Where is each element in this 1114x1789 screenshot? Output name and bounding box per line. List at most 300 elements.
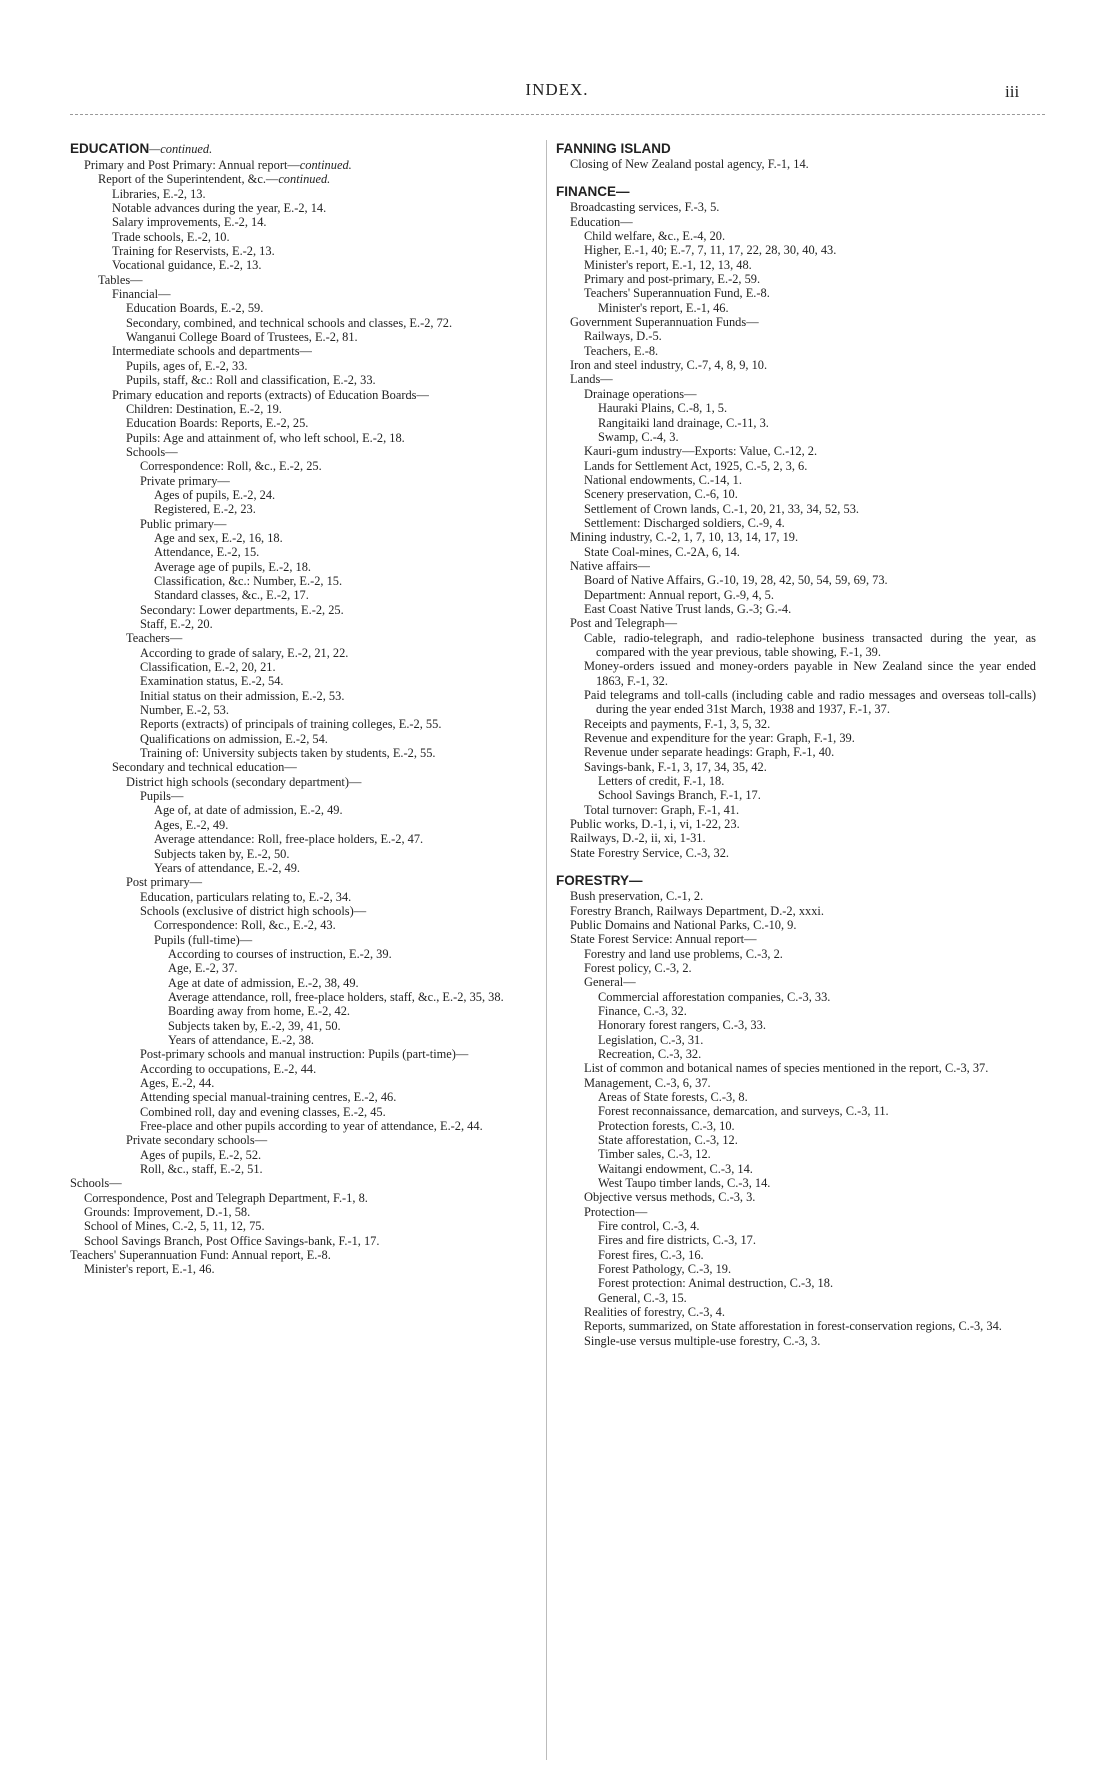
- index-entry: [70, 961, 530, 975]
- index-entry: [70, 847, 530, 861]
- entry-text: Management, C.-3, 6, 37.: [584, 1075, 711, 1090]
- index-entry: [70, 545, 530, 559]
- entry-text: School Savings Branch, F.-1, 17.: [598, 788, 761, 803]
- index-entry: [556, 1305, 1036, 1319]
- index-entry: [70, 717, 530, 731]
- index-entry: [556, 1004, 1036, 1018]
- entry-text: Paid telegrams and toll-calls (including cable and radio messages and overseas toll-calls) during the year ended 31st March, 1938 and 1937, F.-1, 37.: [584, 688, 1036, 717]
- entry-text: According to occupations, E.-2, 44.: [140, 1061, 317, 1076]
- entry-text: Classification, E.-2, 20, 21.: [140, 660, 276, 675]
- entry-text: Kauri-gum industry—Exports: Value, C.-12, 2.: [584, 444, 818, 459]
- index-entry: [556, 1262, 1036, 1276]
- index-entry: [556, 1205, 1036, 1219]
- index-entry: [556, 616, 1036, 630]
- index-entry: [70, 1033, 530, 1047]
- entry-text: State Coal-mines, C.-2A, 6, 14.: [584, 544, 740, 559]
- entry-text: Letters of credit, F.-1, 18.: [598, 774, 725, 789]
- index-entry: [70, 344, 530, 358]
- entry-text: Cable, radio-telegraph, and radio-telephone business transacted during the year, as compared with the year previous, table showing, F.-1, 39.: [584, 630, 1036, 659]
- entry-text: Secondary, combined, and technical schools and classes, E.-2, 72.: [126, 315, 453, 330]
- index-entry: [70, 646, 530, 660]
- entry-text: Average attendance, roll, free-place holders, staff, &c., E.-2, 35, 38.: [168, 989, 504, 1004]
- entry-text: Education, particulars relating to, E.-2, 34.: [140, 889, 352, 904]
- index-entry: [70, 732, 530, 746]
- entry-text: Ages, E.-2, 44.: [140, 1076, 215, 1090]
- index-entry: [556, 1319, 1036, 1333]
- entry-text: Native affairs—: [570, 558, 650, 573]
- index-entry: [70, 1148, 530, 1162]
- index-entry: [70, 301, 530, 315]
- index-entry: [70, 890, 530, 904]
- entry-text: Broadcasting services, F.-3, 5.: [570, 200, 720, 215]
- index-entry: [70, 1004, 530, 1018]
- entry-text: Revenue and expenditure for the year: Graph, F.-1, 39.: [584, 731, 855, 746]
- index-entry: [70, 1205, 530, 1219]
- entry-text: Intermediate schools and departments—: [112, 344, 312, 359]
- entry-text: Qualifications on admission, E.-2, 54.: [140, 731, 328, 746]
- index-entry: [70, 373, 530, 387]
- index-entry: [556, 229, 1036, 243]
- entry-text: General, C.-3, 15.: [598, 1290, 687, 1305]
- entry-text: According to courses of instruction, E.-2, 39.: [168, 946, 392, 961]
- index-entry: [70, 402, 530, 416]
- entry-continued: continued.: [278, 172, 331, 187]
- entry-text: Financial—: [112, 287, 171, 302]
- entry-text: Legislation, C.-3, 31.: [598, 1032, 704, 1047]
- entry-text: Grounds: Improvement, D.-1, 58.: [84, 1205, 251, 1220]
- entry-text: Vocational guidance, E.-2, 13.: [112, 258, 262, 273]
- entry-text: Revenue under separate headings: Graph, F.-1, 40.: [584, 745, 835, 760]
- index-entry: [70, 947, 530, 961]
- entry-text: Private secondary schools—: [126, 1133, 268, 1148]
- entry-text: Tables—: [98, 272, 143, 287]
- entry-text: Private primary—: [140, 473, 230, 488]
- index-entry: [556, 659, 1036, 688]
- entry-text: Pupils—: [140, 789, 184, 804]
- index-entry: [556, 1119, 1036, 1133]
- entry-text: Subjects taken by, E.-2, 50.: [154, 846, 290, 861]
- index-entry: [556, 918, 1036, 932]
- index-entry: [556, 1334, 1036, 1348]
- entry-text: Recreation, C.-3, 32.: [598, 1046, 702, 1061]
- section-heading: [556, 872, 1036, 889]
- index-entry: [70, 789, 530, 803]
- index-entry: [556, 788, 1036, 802]
- entry-text: Pupils: Age and attainment of, who left school, E.-2, 18.: [126, 430, 405, 445]
- index-entry: [556, 215, 1036, 229]
- index-entry: [556, 1061, 1036, 1075]
- page-title: INDEX.: [525, 80, 589, 99]
- index-entry: [556, 387, 1036, 401]
- entry-text: Post-primary schools and manual instruction: Pupils (part-time)—: [140, 1047, 469, 1062]
- index-entry: [556, 760, 1036, 774]
- index-entry: [70, 803, 530, 817]
- entry-text: Primary and Post Primary: Annual report—: [84, 158, 300, 172]
- index-entry: [556, 444, 1036, 458]
- index-entry: [70, 904, 530, 918]
- index-entry: [556, 430, 1036, 444]
- entry-text: List of common and botanical names of species mentioned in the report, C.-3, 37.: [584, 1061, 989, 1076]
- entry-text: Scenery preservation, C.-6, 10.: [584, 487, 738, 502]
- index-entry: [70, 1090, 530, 1104]
- index-entry: [556, 846, 1036, 860]
- entry-text: Pupils, staff, &c.: Roll and classification, E.-2, 33.: [126, 373, 376, 388]
- entry-text: Department: Annual report, G.-9, 4, 5.: [584, 587, 774, 602]
- index-entry: [556, 831, 1036, 845]
- entry-text: State Forest Service: Annual report—: [570, 932, 757, 947]
- index-entry: [70, 1234, 530, 1248]
- entry-text: FORESTRY—: [556, 873, 643, 889]
- entry-text: Roll, &c., staff, E.-2, 51.: [140, 1162, 263, 1177]
- index-entry: [556, 932, 1036, 946]
- entry-text: Training of: University subjects taken by students, E.-2, 55.: [140, 746, 436, 761]
- entry-text: Money-orders issued and money-orders payable in New Zealand since the year ended 1863, F.-1, 32.: [584, 659, 1036, 688]
- entry-continued: —continued.: [149, 142, 213, 156]
- index-entry: [70, 388, 530, 402]
- index-entry: [70, 431, 530, 445]
- entry-text: Objective versus methods, C.-3, 3.: [584, 1190, 756, 1205]
- index-entry: [556, 947, 1036, 961]
- index-entry: [70, 760, 530, 774]
- index-entry: [70, 660, 530, 674]
- entry-text: Total turnover: Graph, F.-1, 41.: [584, 802, 740, 817]
- index-entry: [556, 717, 1036, 731]
- entry-text: Training for Reservists, E.-2, 13.: [112, 244, 275, 259]
- index-entry: [70, 158, 530, 172]
- entry-text: Forest fires, C.-3, 16.: [598, 1247, 704, 1262]
- entry-text: Public primary—: [140, 516, 227, 531]
- entry-text: Primary education and reports (extracts) of Education Boards—: [112, 387, 429, 402]
- entry-text: Correspondence: Roll, &c., E.-2, 43.: [154, 918, 336, 933]
- index-entry: [70, 1219, 530, 1233]
- index-entry: [70, 187, 530, 201]
- entry-text: Protection forests, C.-3, 10.: [598, 1118, 735, 1133]
- index-entry: [70, 459, 530, 473]
- entry-text: Schools—: [70, 1176, 122, 1191]
- index-entry: [556, 545, 1036, 559]
- entry-text: Closing of New Zealand postal agency, F.-1, 14.: [570, 157, 809, 171]
- index-entry: [70, 588, 530, 602]
- index-entry: [556, 315, 1036, 329]
- column-divider: [546, 140, 547, 1760]
- entry-text: Age and sex, E.-2, 16, 18.: [154, 530, 283, 545]
- entry-text: Fire control, C.-3, 4.: [598, 1219, 700, 1234]
- index-entry: [70, 933, 530, 947]
- index-entry: [556, 1033, 1036, 1047]
- entry-text: Years of attendance, E.-2, 49.: [154, 860, 301, 875]
- index-entry: [556, 904, 1036, 918]
- entry-text: Notable advances during the year, E.-2, 14.: [112, 201, 327, 216]
- entry-text: State Forestry Service, C.-3, 32.: [570, 845, 729, 860]
- entry-text: Correspondence, Post and Telegraph Department, F.-1, 8.: [84, 1190, 368, 1205]
- index-entry: [70, 215, 530, 229]
- index-entry: [70, 832, 530, 846]
- index-entry: [70, 258, 530, 272]
- entry-text: Swamp, C.-4, 3.: [598, 429, 679, 444]
- entry-text: Pupils (full-time)—: [154, 932, 253, 947]
- entry-text: Correspondence: Roll, &c., E.-2, 25.: [140, 459, 322, 474]
- entry-text: General—: [584, 975, 636, 990]
- entry-text: Primary and post-primary, E.-2, 59.: [584, 272, 761, 287]
- entry-text: Number, E.-2, 53.: [140, 703, 229, 718]
- index-entry: [556, 1018, 1036, 1032]
- section-gap: [556, 860, 1036, 872]
- index-entry: [556, 372, 1036, 386]
- index-entry: [556, 1233, 1036, 1247]
- entry-text: Combined roll, day and evening classes, E.-2, 45.: [140, 1104, 386, 1119]
- index-entry: [556, 286, 1036, 300]
- index-entry: [70, 617, 530, 631]
- entry-text: Forest protection: Animal destruction, C.-3, 18.: [598, 1276, 834, 1291]
- index-entry: [556, 243, 1036, 257]
- index-entry: [70, 1119, 530, 1133]
- entry-text: Libraries, E.-2, 13.: [112, 186, 206, 201]
- entry-text: Reports, summarized, on State afforestation in forest-conservation regions, C.-3, 34.: [584, 1319, 1002, 1334]
- index-entry: [556, 889, 1036, 903]
- index-entry: [70, 230, 530, 244]
- entry-text: Settlement: Discharged soldiers, C.-9, 4.: [584, 515, 785, 530]
- left-column: [70, 140, 530, 1277]
- index-entry: [556, 258, 1036, 272]
- index-entry: [556, 358, 1036, 372]
- entry-text: Average age of pupils, E.-2, 18.: [154, 559, 312, 574]
- entry-text: Ages of pupils, E.-2, 24.: [154, 487, 276, 502]
- entry-text: Public works, D.-1, i, vi, 1-22, 23.: [570, 817, 740, 832]
- entry-text: Post and Telegraph—: [570, 616, 677, 631]
- entry-text: Teachers, E.-8.: [584, 343, 659, 358]
- index-entry: [70, 703, 530, 717]
- index-entry: [556, 473, 1036, 487]
- entry-text: Ages of pupils, E.-2, 52.: [140, 1147, 262, 1162]
- entry-text: Savings-bank, F.-1, 3, 17, 34, 35, 42.: [584, 759, 767, 774]
- index-entry: [70, 201, 530, 215]
- index-entry: [70, 416, 530, 430]
- index-entry: [70, 861, 530, 875]
- entry-text: Rangitaiki land drainage, C.-11, 3.: [598, 415, 769, 430]
- entry-text: Average attendance: Roll, free-place holders, E.-2, 47.: [154, 832, 424, 847]
- index-entry: [556, 1076, 1036, 1090]
- entry-text: School of Mines, C.-2, 5, 11, 12, 75.: [84, 1219, 265, 1234]
- entry-text: Bush preservation, C.-1, 2.: [570, 889, 704, 904]
- index-entry: [70, 1019, 530, 1033]
- entry-text: Education Boards: Reports, E.-2, 25.: [126, 416, 309, 431]
- index-entry: [70, 560, 530, 574]
- entry-text: According to grade of salary, E.-2, 21, 22.: [140, 645, 349, 660]
- entry-text: Examination status, E.-2, 54.: [140, 674, 284, 689]
- index-entry: [70, 517, 530, 531]
- entry-text: Settlement of Crown lands, C.-1, 20, 21, 33, 34, 52, 53.: [584, 501, 859, 516]
- index-entry: [70, 775, 530, 789]
- index-entry: [70, 1133, 530, 1147]
- entry-text: Salary improvements, E.-2, 14.: [112, 215, 267, 230]
- index-entry: [70, 488, 530, 502]
- index-entry: [556, 459, 1036, 473]
- entry-text: Forest reconnaissance, demarcation, and surveys, C.-3, 11.: [598, 1104, 889, 1119]
- entry-text: Initial status on their admission, E.-2, 53.: [140, 688, 345, 703]
- entry-text: East Coast Native Trust lands, G.-3; G.-4.: [584, 601, 792, 616]
- section-heading: [556, 183, 1036, 200]
- entry-text: Secondary and technical education—: [112, 760, 297, 775]
- entry-text: Honorary forest rangers, C.-3, 33.: [598, 1018, 766, 1033]
- index-entry: [70, 287, 530, 301]
- entry-text: Staff, E.-2, 20.: [140, 617, 213, 631]
- index-entry: [70, 574, 530, 588]
- entry-text: Railways, D.-5.: [584, 329, 662, 344]
- entry-text: Board of Native Affairs, G.-10, 19, 28, 42, 50, 54, 59, 69, 73.: [584, 573, 888, 588]
- entry-text: State afforestation, C.-3, 12.: [598, 1133, 738, 1147]
- index-entry: [70, 244, 530, 258]
- index-entry: [70, 631, 530, 645]
- entry-text: Teachers' Superannuation Fund, E.-8.: [584, 286, 770, 301]
- index-entry: [556, 1147, 1036, 1161]
- entry-text: Realities of forestry, C.-3, 4.: [584, 1305, 725, 1320]
- entry-text: Iron and steel industry, C.-7, 4, 8, 9, 10.: [570, 358, 768, 373]
- index-entry: [70, 359, 530, 373]
- index-entry: [70, 316, 530, 330]
- index-entry: [70, 976, 530, 990]
- entry-text: Education Boards, E.-2, 59.: [126, 301, 264, 316]
- index-entry: [556, 688, 1036, 717]
- index-entry: [556, 975, 1036, 989]
- entry-text: Mining industry, C.-2, 1, 7, 10, 13, 14, 17, 19.: [570, 530, 799, 545]
- entry-text: Age, E.-2, 37.: [168, 961, 238, 976]
- entry-text: Commercial afforestation companies, C.-3, 33.: [598, 989, 831, 1004]
- entry-text: Teachers' Superannuation Fund: Annual report, E.-8.: [70, 1248, 331, 1263]
- entry-text: Areas of State forests, C.-3, 8.: [598, 1089, 748, 1104]
- entry-text: National endowments, C.-14, 1.: [584, 472, 742, 487]
- index-entry: [556, 487, 1036, 501]
- entry-text: District high schools (secondary department)—: [126, 774, 362, 789]
- index-entry: [556, 1176, 1036, 1190]
- entry-text: West Taupo timber lands, C.-3, 14.: [598, 1176, 771, 1191]
- index-entry: [556, 416, 1036, 430]
- index-entry: [556, 301, 1036, 315]
- entry-text: Age of, at date of admission, E.-2, 49.: [154, 803, 343, 818]
- entry-text: Reports (extracts) of principals of training colleges, E.-2, 55.: [140, 717, 442, 732]
- index-entry: [556, 1133, 1036, 1147]
- index-entry: [556, 272, 1036, 286]
- entry-text: Public Domains and National Parks, C.-10, 9.: [570, 917, 797, 932]
- index-entry: [556, 961, 1036, 975]
- entry-text: Minister's report, E.-1, 46.: [598, 300, 729, 315]
- entry-text: Standard classes, &c., E.-2, 17.: [154, 588, 309, 603]
- entry-text: Waitangi endowment, C.-3, 14.: [598, 1161, 753, 1176]
- index-entry: [556, 1162, 1036, 1176]
- entry-text: Boarding away from home, E.-2, 42.: [168, 1004, 351, 1019]
- entry-text: Subjects taken by, E.-2, 39, 41, 50.: [168, 1018, 341, 1033]
- entry-text: Report of the Superintendent, &c.—: [98, 172, 279, 187]
- index-entry: [70, 689, 530, 703]
- entry-text: Forestry Branch, Railways Department, D.-2, xxxi.: [570, 903, 824, 918]
- index-entry: [556, 1248, 1036, 1262]
- index-entry: [70, 674, 530, 688]
- index-entry: [556, 745, 1036, 759]
- entry-text: Lands—: [570, 372, 613, 387]
- entry-text: EDUCATION: [70, 141, 150, 156]
- entry-text: FINANCE—: [556, 184, 630, 200]
- index-entry: [556, 573, 1036, 587]
- index-entry: [70, 330, 530, 344]
- entry-text: Forest Pathology, C.-3, 19.: [598, 1262, 732, 1277]
- index-entry: [556, 731, 1036, 745]
- entry-text: Protection—: [584, 1204, 648, 1219]
- entry-text: Wanganui College Board of Trustees, E.-2, 81.: [126, 330, 358, 345]
- index-entry: [70, 918, 530, 932]
- index-entry: [70, 273, 530, 287]
- entry-text: Years of attendance, E.-2, 38.: [168, 1032, 315, 1047]
- entry-text: Minister's report, E.-1, 12, 13, 48.: [584, 257, 752, 272]
- section-gap: [556, 171, 1036, 183]
- entry-text: Forest policy, C.-3, 2.: [584, 960, 692, 975]
- entry-text: Pupils, ages of, E.-2, 33.: [126, 358, 248, 373]
- index-entry: [556, 1276, 1036, 1290]
- index-entry: [70, 818, 530, 832]
- index-entry: [70, 1062, 530, 1076]
- index-entry: [70, 1105, 530, 1119]
- index-entry: [556, 817, 1036, 831]
- section-heading: [70, 140, 530, 158]
- index-entry: [556, 329, 1036, 343]
- entry-text: Age at date of admission, E.-2, 38, 49.: [168, 975, 359, 990]
- entry-text: Trade schools, E.-2, 10.: [112, 229, 230, 244]
- index-entry: [556, 602, 1036, 616]
- page-number: iii: [1005, 82, 1020, 101]
- index-entry: [70, 875, 530, 889]
- entry-text: Child welfare, &c., E.-4, 20.: [584, 229, 726, 244]
- entry-text: Fires and fire districts, C.-3, 17.: [598, 1233, 756, 1248]
- index-entry: [556, 1090, 1036, 1104]
- index-entry: [556, 1291, 1036, 1305]
- index-entry: [556, 803, 1036, 817]
- entry-text: Schools—: [126, 444, 178, 459]
- index-entry: [70, 1076, 530, 1090]
- index-entry: [70, 746, 530, 760]
- index-entry: [70, 603, 530, 617]
- index-entry: [556, 1047, 1036, 1061]
- entry-text: Higher, E.-1, 40; E.-7, 7, 11, 17, 22, 28, 30, 40, 43.: [584, 243, 837, 258]
- entry-text: Drainage operations—: [584, 386, 697, 401]
- header-rule: [70, 114, 1045, 115]
- entry-text: Classification, &c.: Number, E.-2, 15.: [154, 573, 343, 588]
- index-entry: [556, 1190, 1036, 1204]
- entry-text: Registered, E.-2, 23.: [154, 502, 256, 517]
- index-entry: [70, 172, 530, 186]
- entry-text: Teachers—: [126, 631, 183, 646]
- index-entry: [70, 1047, 530, 1061]
- index-entry: [556, 157, 1036, 171]
- section-heading: [556, 140, 1036, 157]
- entry-text: Finance, C.-3, 32.: [598, 1003, 687, 1018]
- entry-text: School Savings Branch, Post Office Savings-bank, F.-1, 17.: [84, 1233, 380, 1248]
- entry-text: FANNING ISLAND: [556, 141, 671, 156]
- index-entry: [70, 1248, 530, 1262]
- entry-text: Free-place and other pupils according to year of attendance, E.-2, 44.: [140, 1119, 483, 1134]
- entry-text: Minister's report, E.-1, 46.: [84, 1262, 215, 1277]
- index-entry: [70, 1262, 530, 1276]
- index-entry: [556, 516, 1036, 530]
- entry-text: Timber sales, C.-3, 12.: [598, 1147, 711, 1162]
- entry-text: Post primary—: [126, 875, 203, 890]
- index-entry: [70, 1162, 530, 1176]
- entry-text: Hauraki Plains, C.-8, 1, 5.: [598, 401, 728, 416]
- index-entry: [556, 1219, 1036, 1233]
- entry-text: Receipts and payments, F.-1, 3, 5, 32.: [584, 716, 771, 731]
- entry-text: Ages, E.-2, 49.: [154, 817, 229, 832]
- index-entry: [556, 1104, 1036, 1118]
- entry-text: Single-use versus multiple-use forestry, C.-3, 3.: [584, 1333, 821, 1348]
- index-entry: [556, 990, 1036, 1004]
- entry-continued: continued.: [299, 158, 352, 172]
